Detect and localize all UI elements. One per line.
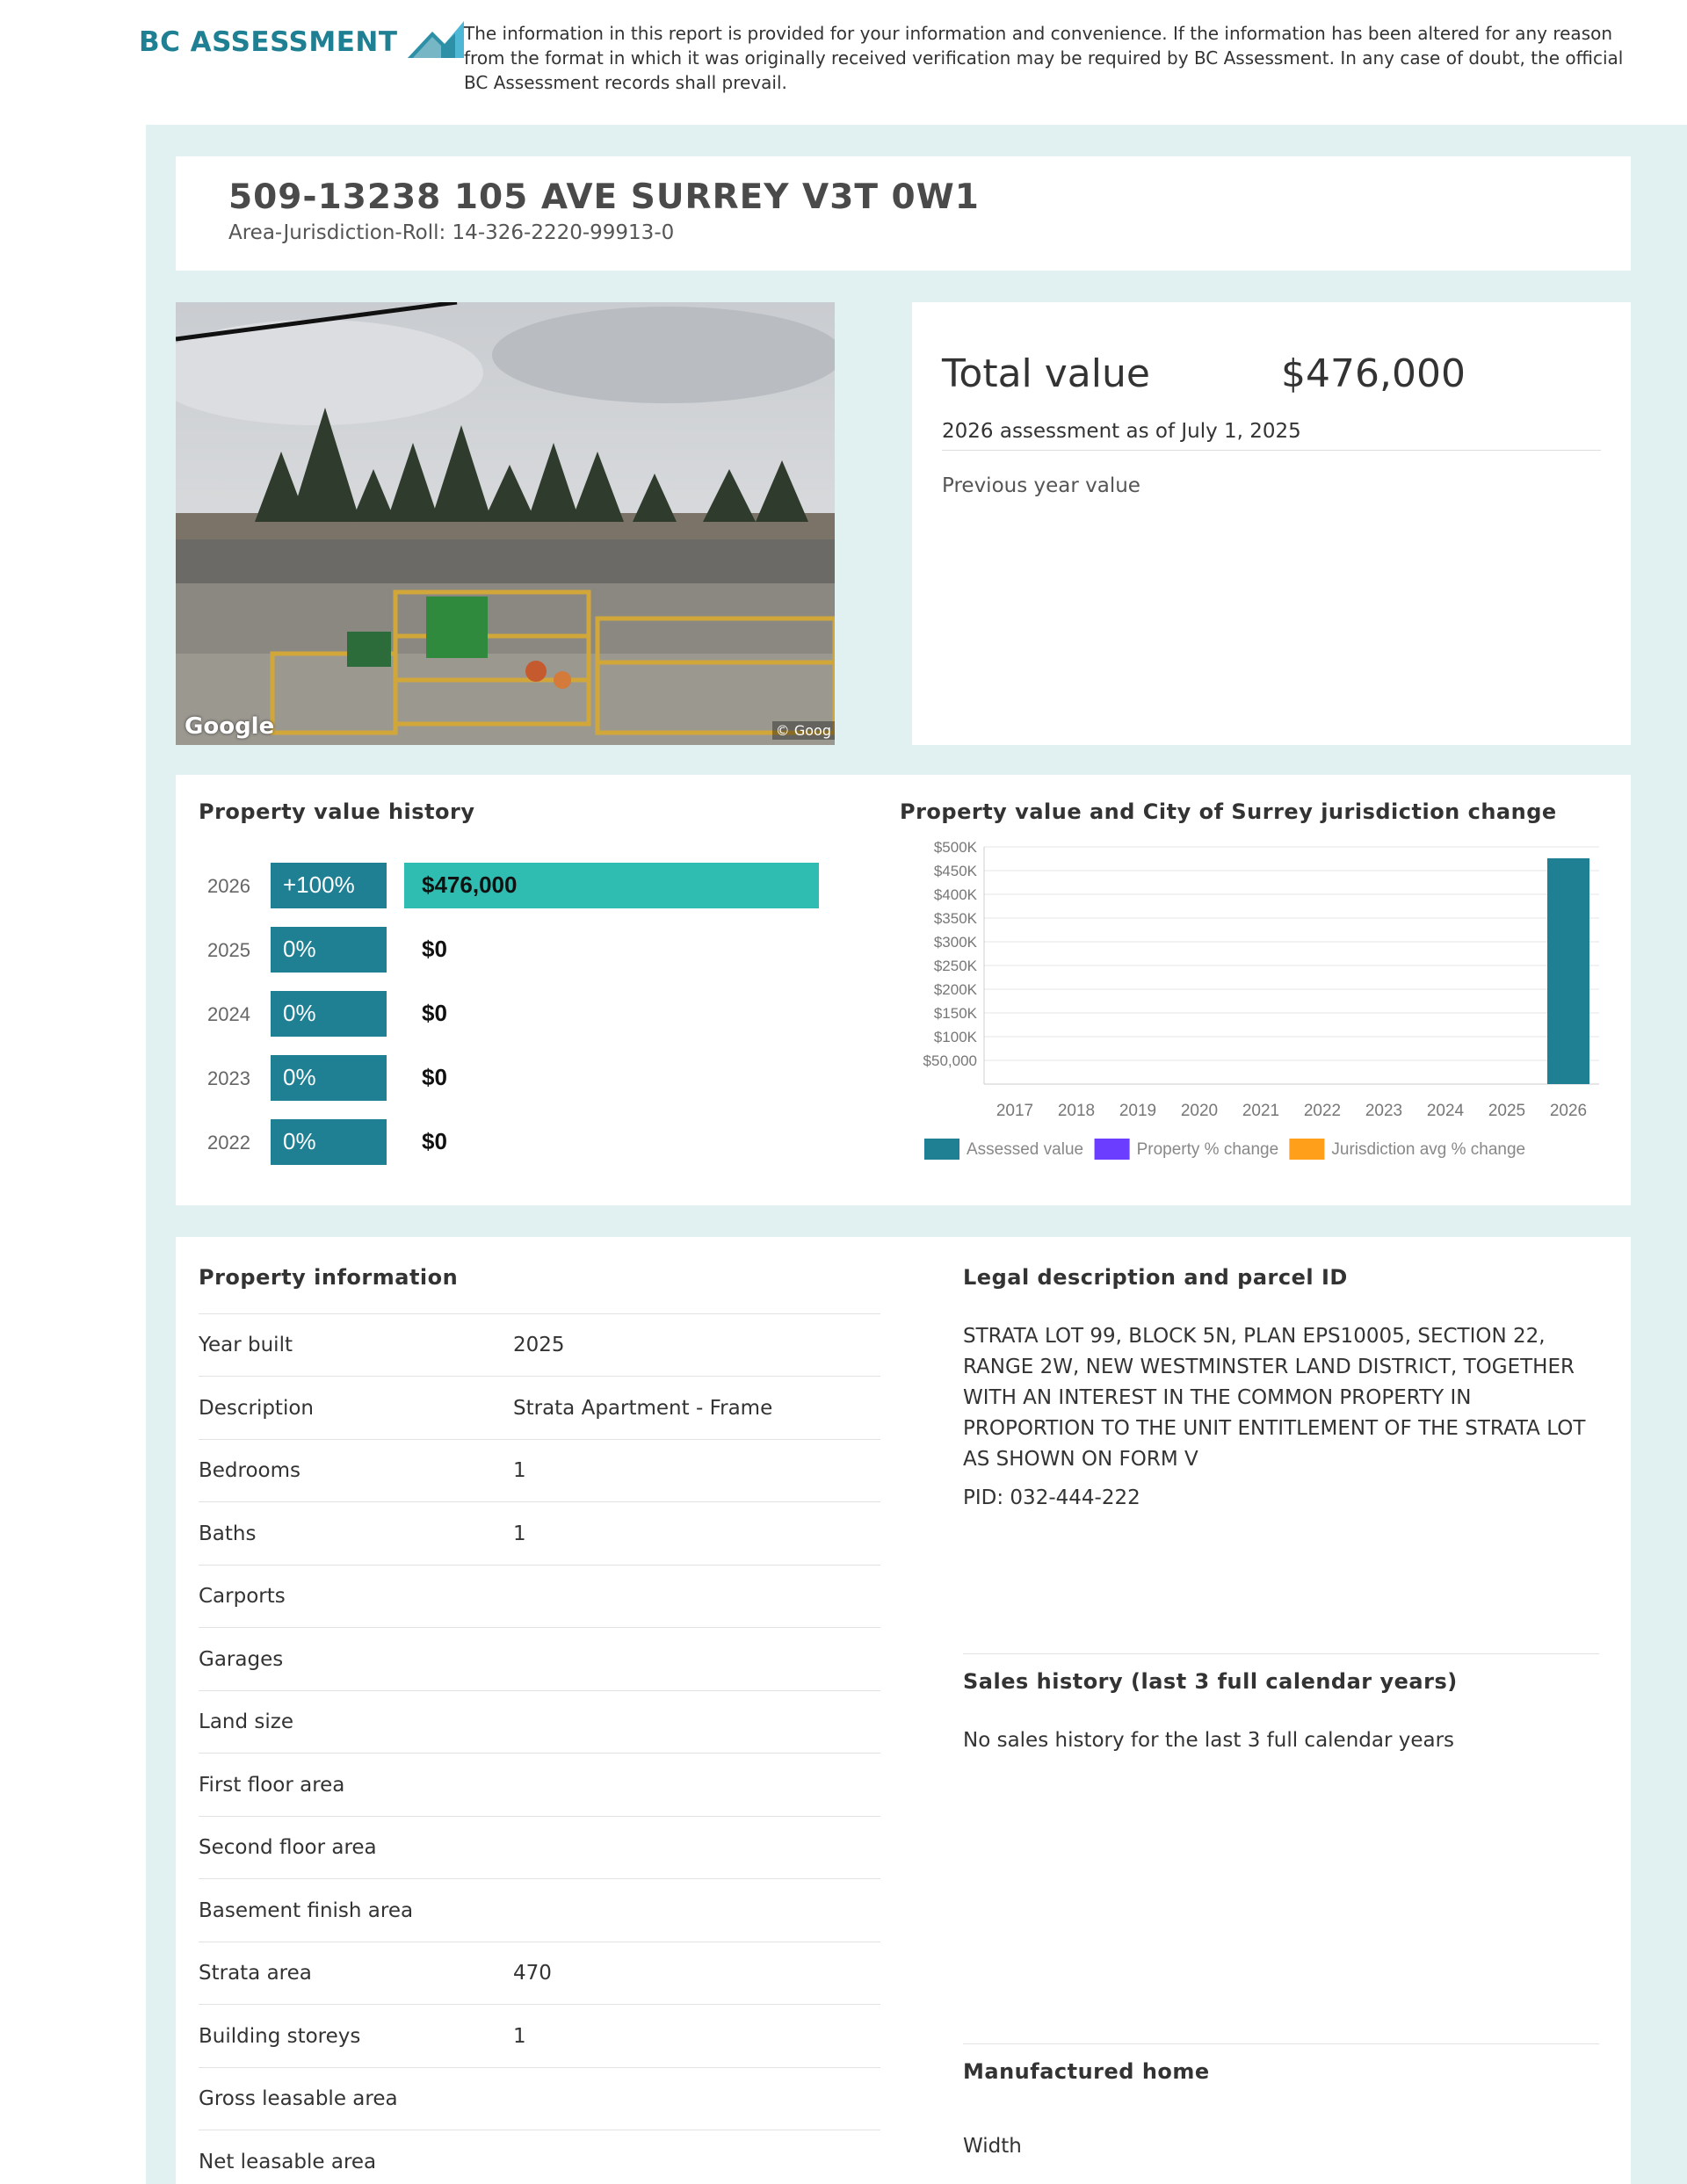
info-row bbox=[199, 1378, 880, 1440]
divider bbox=[942, 450, 1601, 451]
manufactured-home-title: Manufactured home bbox=[963, 2059, 1210, 2084]
info-label: Description bbox=[199, 1396, 314, 1420]
property-address: 509-13238 105 AVE SURREY V3T 0W1 bbox=[228, 177, 980, 217]
info-row bbox=[199, 1691, 880, 1754]
info-label: Building storeys bbox=[199, 2024, 361, 2048]
roll-number: Area-Jurisdiction-Roll: 14-326-2220-99913-0 bbox=[228, 221, 675, 244]
history-year: 2023 bbox=[207, 1067, 250, 1089]
history-change-badge: 0% bbox=[271, 1055, 387, 1101]
info-value: 470 bbox=[513, 1962, 552, 1985]
total-value-card bbox=[912, 302, 1631, 745]
info-label: Net leasable area bbox=[199, 2150, 377, 2173]
x-tick-label: 2018 bbox=[1057, 1102, 1096, 1120]
history-row-2025 bbox=[199, 927, 831, 973]
sales-history-title: Sales history (last 3 full calendar years) bbox=[963, 1669, 1458, 1694]
legend-label: Assessed value bbox=[967, 1140, 1084, 1159]
y-tick-label: $250K bbox=[933, 958, 977, 974]
address-card bbox=[176, 156, 1631, 271]
history-change-badge: 0% bbox=[271, 1119, 387, 1165]
info-label: Land size bbox=[199, 1710, 293, 1733]
history-change-badge: 0% bbox=[271, 991, 387, 1037]
info-row bbox=[199, 1440, 880, 1502]
history-row-2026 bbox=[199, 863, 831, 908]
legend-swatch bbox=[924, 1139, 959, 1160]
legend-label: Property % change bbox=[1136, 1140, 1279, 1159]
info-value: 2025 bbox=[513, 1334, 565, 1356]
info-row bbox=[199, 1503, 880, 1566]
logo-text: BC ASSESSMENT bbox=[139, 26, 398, 58]
x-tick-label: 2017 bbox=[996, 1102, 1034, 1120]
info-value: Strata Apartment - Frame bbox=[513, 1396, 773, 1420]
history-year: 2025 bbox=[207, 939, 250, 961]
info-label: Strata area bbox=[199, 1962, 312, 1985]
history-row-2024 bbox=[199, 991, 831, 1037]
info-row bbox=[199, 1629, 880, 1691]
x-tick-label: 2020 bbox=[1180, 1102, 1219, 1120]
info-value: 1 bbox=[513, 2024, 526, 2048]
info-row bbox=[199, 1566, 880, 1628]
legal-title: Legal description and parcel ID bbox=[963, 1265, 1348, 1290]
history-year: 2026 bbox=[207, 875, 250, 897]
y-tick-label: $50,000 bbox=[923, 1052, 977, 1069]
info-row bbox=[199, 1817, 880, 1879]
info-label: Basement finish area bbox=[199, 1898, 414, 1922]
info-row bbox=[199, 1942, 880, 2005]
disclaimer-text: The information in this report is provided for your information and convenience. If the information has been altered for any reason from the format in which it was originally received verification may be required by BC Assessment. In any case of doubt, the official BC Assessment records shall prevail. bbox=[464, 23, 1624, 93]
info-row bbox=[199, 1314, 880, 1377]
legal-description: STRATA LOT 99, BLOCK 5N, PLAN EPS10005, SECTION 22, RANGE 2W, NEW WESTMINSTER LAND DISTRICT, TOGETHER WITH AN INTEREST IN THE COMMON PROPERTY IN PROPORTION TO THE UNIT ENTITLEMENT OF THE STRATA LOT AS SHOWN ON FORM V bbox=[963, 1325, 1586, 1471]
y-tick-label: $300K bbox=[933, 934, 977, 951]
history-change-badge: 0% bbox=[271, 927, 387, 973]
total-value-label: Total value bbox=[942, 351, 1150, 396]
x-tick-label: 2026 bbox=[1549, 1102, 1588, 1120]
y-tick-label: $450K bbox=[933, 863, 977, 879]
width-label: Width bbox=[963, 2135, 1022, 2158]
history-row-2022 bbox=[199, 1119, 831, 1165]
y-tick-label: $350K bbox=[933, 910, 977, 927]
street-view-image bbox=[176, 302, 835, 745]
assessment-date: 2026 assessment as of July 1, 2025 bbox=[942, 420, 1301, 443]
history-amount: $0 bbox=[422, 1000, 447, 1026]
history-amount: $0 bbox=[422, 936, 447, 962]
value-history-title: Property value history bbox=[199, 799, 475, 824]
info-label: First floor area bbox=[199, 1773, 345, 1797]
parcel-id: PID: 032-444-222 bbox=[963, 1486, 1140, 1509]
property-info-title: Property information bbox=[199, 1265, 459, 1290]
copyright-label: © Goog bbox=[772, 721, 835, 740]
y-tick-label: $150K bbox=[933, 1005, 977, 1022]
report-header bbox=[0, 0, 1687, 123]
info-label: Bedrooms bbox=[199, 1459, 301, 1482]
x-tick-label: 2024 bbox=[1426, 1102, 1465, 1120]
report-panel bbox=[146, 125, 1687, 2184]
bar-2026 bbox=[1547, 858, 1589, 1084]
history-amount: $0 bbox=[422, 1128, 447, 1154]
info-row bbox=[199, 2131, 880, 2184]
y-tick-label: $500K bbox=[933, 839, 977, 856]
info-row bbox=[199, 2068, 880, 2130]
info-label: Carports bbox=[199, 1585, 286, 1608]
info-value: 1 bbox=[513, 1522, 526, 1545]
total-value-amount: $476,000 bbox=[1281, 351, 1466, 396]
history-row-2023 bbox=[199, 1055, 831, 1101]
x-tick-label: 2019 bbox=[1119, 1102, 1157, 1120]
history-amount: $476,000 bbox=[422, 871, 518, 898]
info-label: Second floor area bbox=[199, 1836, 377, 1859]
google-watermark: Google bbox=[185, 713, 275, 740]
divider bbox=[963, 1653, 1599, 1654]
history-year: 2022 bbox=[207, 1132, 250, 1153]
info-label: Garages bbox=[199, 1647, 284, 1671]
info-row bbox=[199, 2006, 880, 2068]
legend-swatch bbox=[1095, 1139, 1130, 1160]
x-tick-label: 2022 bbox=[1303, 1102, 1342, 1120]
sales-history-text: No sales history for the last 3 full calendar years bbox=[963, 1729, 1455, 1752]
y-tick-label: $200K bbox=[933, 981, 977, 998]
street-view-photo[interactable] bbox=[176, 302, 835, 745]
history-amount: $0 bbox=[422, 1064, 447, 1090]
y-tick-label: $100K bbox=[933, 1029, 977, 1045]
mountain-roof-icon bbox=[406, 19, 467, 65]
info-label: Baths bbox=[199, 1522, 257, 1545]
info-label: Gross leasable area bbox=[199, 2087, 398, 2110]
info-label: Year built bbox=[199, 1334, 293, 1356]
previous-year-label: Previous year value bbox=[942, 474, 1140, 497]
legend-label: Jurisdiction avg % change bbox=[1331, 1140, 1526, 1159]
y-tick-label: $400K bbox=[933, 886, 977, 903]
x-tick-label: 2025 bbox=[1488, 1102, 1526, 1120]
x-tick-label: 2021 bbox=[1242, 1102, 1280, 1120]
divider bbox=[963, 2043, 1599, 2044]
property-info-card bbox=[176, 1237, 1631, 2184]
info-row bbox=[199, 1880, 880, 1942]
history-change-badge: +100% bbox=[271, 863, 387, 908]
value-change-chart bbox=[896, 838, 1617, 1190]
legend-swatch bbox=[1289, 1139, 1324, 1160]
chart-title: Property value and City of Surrey jurisdiction change bbox=[900, 799, 1557, 824]
value-history-card bbox=[176, 775, 1631, 1205]
bc-assessment-logo[interactable] bbox=[139, 19, 467, 65]
info-row bbox=[199, 1754, 880, 1817]
x-tick-label: 2023 bbox=[1365, 1102, 1403, 1120]
history-year: 2024 bbox=[207, 1003, 250, 1025]
info-value: 1 bbox=[513, 1459, 526, 1482]
